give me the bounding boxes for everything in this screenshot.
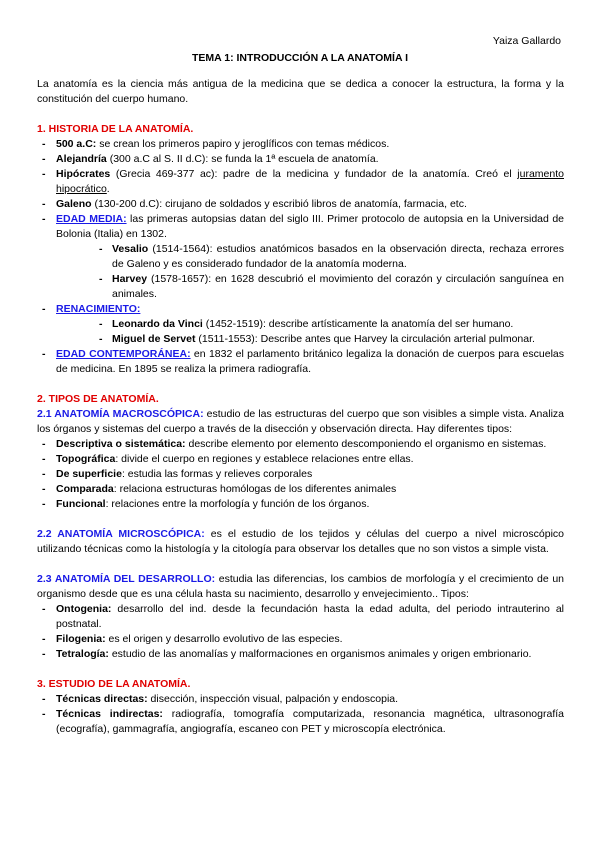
list-item: - Vesalio (1514-1564): estudios anatómicos basados en la observación directa, rechaza errores de Galeno y es considerado fundador de la anatomía moderna.: [56, 242, 564, 272]
macroscopica-paragraph: 2.1 ANATOMÍA MACROSCÓPICA: estudio de las estructuras del cuerpo que son visibles a simple vista. Analiza los órganos y sistemas del cuerpo a través de la disección y observación directa. Hay diferentes tipos:: [37, 408, 564, 435]
list-item: [37, 302, 564, 347]
list-item: - Hipócrates (Grecia 469-377 ac): padre de la medicina y fundador de la anatomía. Creó el juramento hipocrático.: [37, 167, 564, 197]
list-item: - Harvey (1578-1657): en 1628 descubrió el movimiento del corazón y circulación sanguínea en animales.: [56, 272, 564, 302]
desarrollo-paragraph: 2.3 ANATOMÍA DEL DESARROLLO: estudia las diferencias, los cambios de morfología y el crecimiento de un organismo desde que es una célula hasta su nacimiento, desarrollo y envejecimiento.. Tipos:: [37, 573, 564, 600]
list-item: - Galeno (130-200 d.C): cirujano de soldados y escribió libros de anatomía, farmacia, etc.: [37, 197, 564, 212]
desarrollo-list: [37, 602, 564, 662]
page-title: TEMA 1: INTRODUCCIÓN A LA ANATOMÍA I: [191, 52, 408, 64]
list-item: - Técnicas directas: disección, inspección visual, palpación y endoscopia.: [37, 692, 564, 707]
list-item: - EDAD MEDIA: las primeras autopsias datan del siglo III. Primer protocolo de autopsia en la Universidad de Bolonia (Italia) en 1302. - Vesalio (1514-1564): estudios anatómicos basados en la observación directa, rechaza errores de Galeno y es considerado fundador de la anatomía moderna. - Harvey (1578-1657): en 1628 descubrió el movimiento del corazón y circulación sanguínea en animales.: [37, 212, 564, 302]
list-item: - Ontogenia: desarrollo del ind. desde la fecundación hasta la edad adulta, del periodo intrauterino al postnatal.: [37, 602, 564, 632]
list-item: - Comparada: relaciona estructuras homólogas de los diferentes animales: [37, 482, 564, 497]
document-body: [37, 77, 564, 737]
list-item: - Miguel de Servet (1511-1553): Describe antes que Harvey la circulación arterial pulmonar.: [56, 332, 564, 347]
list-item: - Funcional: relaciones entre la morfología y función de los órganos.: [37, 497, 564, 512]
microscopica-paragraph: 2.2 ANATOMÍA MICROSCÓPICA: es el estudio de los tejidos y células del cuerpo a nivel microscópico utilizando técnicas como la histología y la citología para observar los detalles que no son vistos a simple vista.: [37, 528, 564, 555]
list-item: - Descriptiva o sistemática: describe elemento por elemento descomponiendo el organismo en sistemas.: [37, 437, 564, 452]
edad-media-label: EDAD MEDIA:: [56, 213, 127, 225]
renacimiento-sublist: [56, 317, 564, 347]
history-list: [37, 137, 564, 377]
list-item: - EDAD CONTEMPORÁNEA: en 1832 el parlamento británico legaliza la donación de cuerpos para escuelas de medicina. En 1895 se realiza la primera radiografía.: [37, 347, 564, 377]
list-item: - Técnicas indirectas: radiografía, tomografía computarizada, resonancia magnética, ultrasonografía (ecografía), gammagrafía, angiografía, escaneo con PET y microscopía electrónica.: [37, 707, 564, 737]
list-item: - Tetralogía: estudio de las anomalías y malformaciones en organismos animales y origen embrionario.: [37, 647, 564, 662]
list-item: - Alejandría (300 a.C al S. II d.C): se funda la 1ª escuela de anatomía.: [37, 152, 564, 167]
section-2-heading: 2. TIPOS DE ANATOMÍA.: [37, 393, 159, 405]
intro-paragraph: La anatomía es la ciencia más antigua de la medicina que se dedica a conocer la estructura, la forma y la constitución del cuerpo humano.: [37, 78, 564, 105]
list-item: - Leonardo da Vinci (1452-1519): describe artísticamente la anatomía del ser humano.: [56, 317, 564, 332]
section-3-heading: 3. ESTUDIO DE LA ANATOMÍA.: [37, 678, 191, 690]
renacimiento-label: RENACIMIENTO:: [56, 303, 141, 315]
section-1-heading: 1. HISTORIA DE LA ANATOMÍA.: [37, 123, 194, 135]
list-item: - Filogenia: es el origen y desarrollo evolutivo de las especies.: [37, 632, 564, 647]
contemporanea-label: EDAD CONTEMPORÁNEA:: [56, 348, 191, 360]
hipocratico-link[interactable]: juramento hipocrático: [56, 168, 564, 195]
edad-media-sublist: [56, 242, 564, 302]
list-item: - Topográfica: divide el cuerpo en regiones y establece relaciones entre ellas.: [37, 452, 564, 467]
estudio-list: [37, 692, 564, 737]
list-item: - 500 a.C: se crean los primeros papiro y jeroglíficos con temas médicos.: [37, 137, 564, 152]
macroscopica-list: [37, 437, 564, 512]
list-item: - De superficie: estudia las formas y relieves corporales: [37, 467, 564, 482]
author-name: Yaiza Gallardo: [492, 35, 561, 47]
